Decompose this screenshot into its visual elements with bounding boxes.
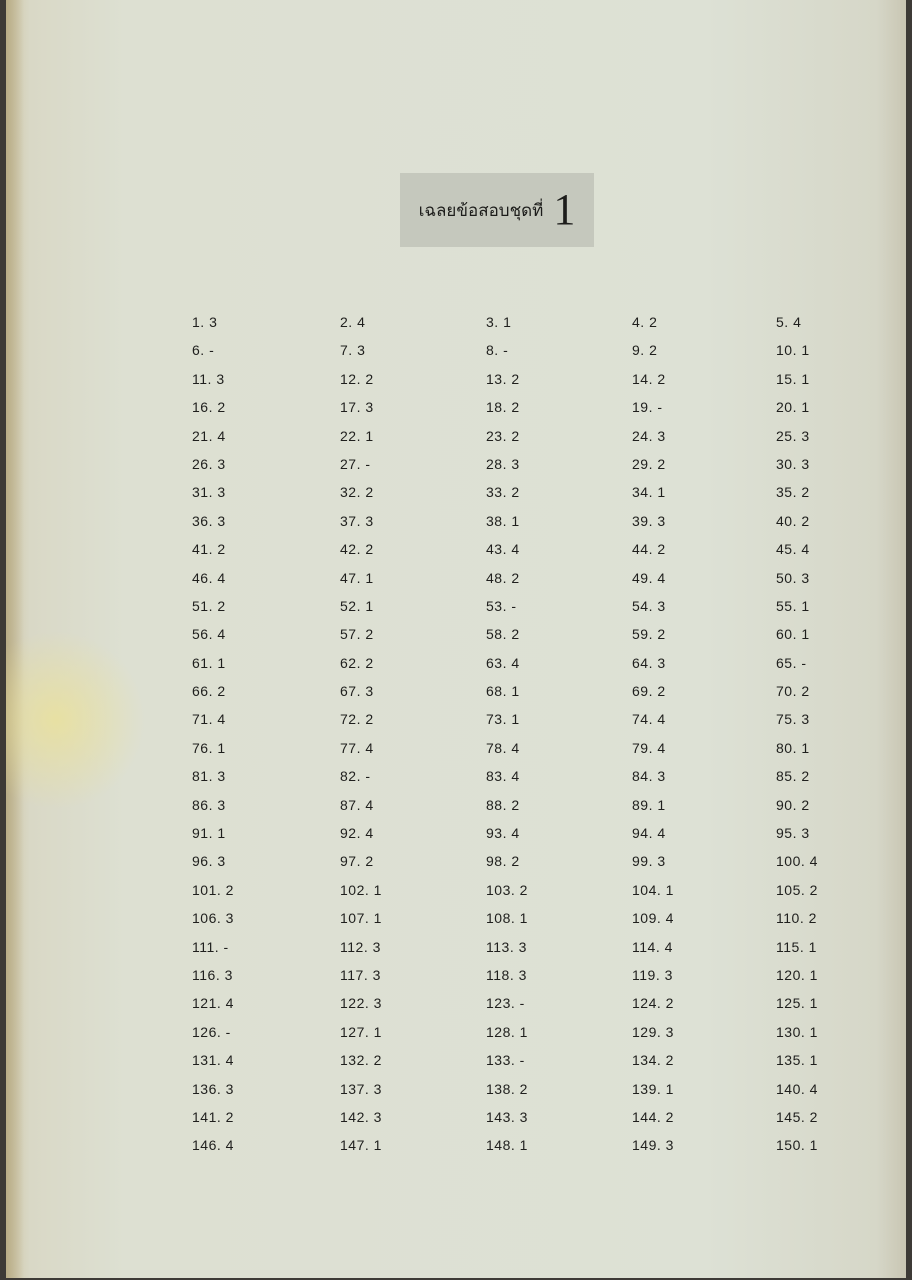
answer-item: 133. - bbox=[486, 1052, 525, 1069]
answer-item: 48. 2 bbox=[486, 569, 520, 586]
answer-item: 58. 2 bbox=[486, 626, 520, 643]
answer-item: 124. 2 bbox=[632, 995, 674, 1012]
answer-item: 108. 1 bbox=[486, 910, 528, 927]
answer-item: 49. 4 bbox=[632, 569, 666, 586]
answer-item: 7. 3 bbox=[340, 342, 366, 359]
answer-item: 76. 1 bbox=[192, 739, 226, 756]
answer-item: 11. 3 bbox=[192, 370, 225, 387]
answer-item: 29. 2 bbox=[632, 455, 666, 472]
answer-item: 9. 2 bbox=[632, 342, 658, 359]
answer-item: 73. 1 bbox=[486, 711, 520, 728]
answer-item: 54. 3 bbox=[632, 597, 666, 614]
answer-item: 51. 2 bbox=[192, 597, 226, 614]
answer-item: 114. 4 bbox=[632, 938, 673, 955]
answer-grid bbox=[186, 314, 836, 1166]
answer-item: 24. 3 bbox=[632, 427, 666, 444]
answer-item: 50. 3 bbox=[776, 569, 810, 586]
answer-item: 135. 1 bbox=[776, 1052, 818, 1069]
answer-item: 144. 2 bbox=[632, 1108, 674, 1125]
answer-item: 89. 1 bbox=[632, 796, 666, 813]
answer-item: 131. 4 bbox=[192, 1052, 234, 1069]
answer-item: 61. 1 bbox=[192, 654, 226, 671]
answer-item: 35. 2 bbox=[776, 484, 810, 501]
answer-item: 98. 2 bbox=[486, 853, 520, 870]
answer-item: 45. 4 bbox=[776, 541, 810, 558]
answer-item: 75. 3 bbox=[776, 711, 810, 728]
answer-item: 112. 3 bbox=[340, 938, 381, 955]
answer-item: 127. 1 bbox=[340, 1023, 382, 1040]
answer-item: 117. 3 bbox=[340, 966, 381, 983]
answer-item: 110. 2 bbox=[776, 910, 817, 927]
answer-item: 140. 4 bbox=[776, 1080, 818, 1097]
answer-item: 79. 4 bbox=[632, 739, 666, 756]
answer-item: 92. 4 bbox=[340, 825, 374, 842]
answer-item: 13. 2 bbox=[486, 370, 520, 387]
answer-item: 118. 3 bbox=[486, 966, 527, 983]
answer-key-page bbox=[6, 0, 906, 1278]
answer-item: 4. 2 bbox=[632, 314, 658, 330]
answer-item: 59. 2 bbox=[632, 626, 666, 643]
answer-item: 60. 1 bbox=[776, 626, 810, 643]
answer-item: 125. 1 bbox=[776, 995, 818, 1012]
answer-item: 6. - bbox=[192, 342, 215, 359]
answer-item: 10. 1 bbox=[776, 342, 810, 359]
answer-item: 40. 2 bbox=[776, 512, 810, 529]
answer-item: 52. 1 bbox=[340, 597, 374, 614]
answer-item: 132. 2 bbox=[340, 1052, 382, 1069]
answer-item: 19. - bbox=[632, 399, 663, 416]
answer-item: 74. 4 bbox=[632, 711, 666, 728]
answer-item: 93. 4 bbox=[486, 825, 520, 842]
answer-item: 20. 1 bbox=[776, 399, 810, 416]
answer-item: 90. 2 bbox=[776, 796, 810, 813]
answer-item: 149. 3 bbox=[632, 1137, 674, 1154]
answer-item: 12. 2 bbox=[340, 370, 374, 387]
answer-item: 46. 4 bbox=[192, 569, 226, 586]
answer-item: 69. 2 bbox=[632, 683, 666, 700]
answer-item: 3. 1 bbox=[486, 314, 512, 330]
answer-item: 25. 3 bbox=[776, 427, 810, 444]
answer-item: 116. 3 bbox=[192, 966, 233, 983]
answer-item: 56. 4 bbox=[192, 626, 226, 643]
answer-item: 44. 2 bbox=[632, 541, 666, 558]
answer-item: 68. 1 bbox=[486, 683, 520, 700]
answer-item: 34. 1 bbox=[632, 484, 666, 501]
answer-item: 64. 3 bbox=[632, 654, 666, 671]
answer-item: 105. 2 bbox=[776, 881, 818, 898]
answer-item: 62. 2 bbox=[340, 654, 374, 671]
answer-item: 30. 3 bbox=[776, 455, 810, 472]
answer-item: 150. 1 bbox=[776, 1137, 818, 1154]
answer-item: 104. 1 bbox=[632, 881, 674, 898]
answer-item: 1. 3 bbox=[192, 314, 218, 330]
answer-item: 18. 2 bbox=[486, 399, 520, 416]
answer-item: 119. 3 bbox=[632, 966, 673, 983]
answer-item: 57. 2 bbox=[340, 626, 374, 643]
answer-item: 67. 3 bbox=[340, 683, 374, 700]
answer-item: 139. 1 bbox=[632, 1080, 674, 1097]
answer-item: 81. 3 bbox=[192, 768, 226, 785]
answer-item: 63. 4 bbox=[486, 654, 520, 671]
answer-item: 103. 2 bbox=[486, 881, 528, 898]
answer-item: 37. 3 bbox=[340, 512, 374, 529]
answer-item: 123. - bbox=[486, 995, 525, 1012]
answer-item: 122. 3 bbox=[340, 995, 382, 1012]
answer-item: 137. 3 bbox=[340, 1080, 382, 1097]
answer-item: 53. - bbox=[486, 597, 517, 614]
answer-item: 136. 3 bbox=[192, 1080, 234, 1097]
answer-item: 97. 2 bbox=[340, 853, 374, 870]
answer-item: 77. 4 bbox=[340, 739, 374, 756]
answer-item: 23. 2 bbox=[486, 427, 520, 444]
answer-item: 39. 3 bbox=[632, 512, 666, 529]
answer-item: 27. - bbox=[340, 455, 371, 472]
answer-item: 55. 1 bbox=[776, 597, 810, 614]
answer-item: 148. 1 bbox=[486, 1137, 528, 1154]
answer-item: 86. 3 bbox=[192, 796, 226, 813]
answer-item: 107. 1 bbox=[340, 910, 382, 927]
answer-item: 15. 1 bbox=[776, 370, 810, 387]
answer-item: 5. 4 bbox=[776, 314, 802, 330]
answer-item: 65. - bbox=[776, 654, 807, 671]
answer-item: 113. 3 bbox=[486, 938, 527, 955]
answer-item: 95. 3 bbox=[776, 825, 810, 842]
answer-item: 129. 3 bbox=[632, 1023, 674, 1040]
answer-item: 84. 3 bbox=[632, 768, 666, 785]
answer-item: 36. 3 bbox=[192, 512, 226, 529]
answer-item: 14. 2 bbox=[632, 370, 666, 387]
answer-item: 130. 1 bbox=[776, 1023, 818, 1040]
answer-item: 22. 1 bbox=[340, 427, 374, 444]
answer-item: 99. 3 bbox=[632, 853, 666, 870]
answer-item: 43. 4 bbox=[486, 541, 520, 558]
answer-item: 87. 4 bbox=[340, 796, 374, 813]
answer-item: 128. 1 bbox=[486, 1023, 528, 1040]
answer-item: 47. 1 bbox=[340, 569, 374, 586]
answer-item: 96. 3 bbox=[192, 853, 226, 870]
answer-item: 102. 1 bbox=[340, 881, 382, 898]
answer-item: 2. 4 bbox=[340, 314, 366, 330]
answer-item: 70. 2 bbox=[776, 683, 810, 700]
answer-item: 145. 2 bbox=[776, 1108, 818, 1125]
answer-item: 85. 2 bbox=[776, 768, 810, 785]
answer-item: 146. 4 bbox=[192, 1137, 234, 1154]
answer-item: 101. 2 bbox=[192, 881, 234, 898]
answer-item: 16. 2 bbox=[192, 399, 226, 416]
answer-item: 121. 4 bbox=[192, 995, 234, 1012]
answer-item: 17. 3 bbox=[340, 399, 374, 416]
answer-item: 142. 3 bbox=[340, 1108, 382, 1125]
answer-item: 120. 1 bbox=[776, 966, 818, 983]
answer-item: 94. 4 bbox=[632, 825, 666, 842]
answer-item: 111. - bbox=[192, 938, 229, 955]
answer-item: 141. 2 bbox=[192, 1108, 234, 1125]
answer-item: 32. 2 bbox=[340, 484, 374, 501]
answer-item: 83. 4 bbox=[486, 768, 520, 785]
answer-item: 38. 1 bbox=[486, 512, 520, 529]
answer-item: 134. 2 bbox=[632, 1052, 674, 1069]
answer-item: 66. 2 bbox=[192, 683, 226, 700]
answer-item: 143. 3 bbox=[486, 1108, 528, 1125]
answer-item: 126. - bbox=[192, 1023, 231, 1040]
answer-item: 78. 4 bbox=[486, 739, 520, 756]
exam-set-number: 1 bbox=[553, 185, 576, 234]
answer-item: 88. 2 bbox=[486, 796, 520, 813]
answer-item: 115. 1 bbox=[776, 938, 817, 955]
answer-item: 100. 4 bbox=[776, 853, 818, 870]
paper-stain bbox=[6, 630, 146, 810]
answer-item: 71. 4 bbox=[192, 711, 226, 728]
page-title: เฉลยข้อสอบชุดที่ bbox=[418, 200, 544, 221]
answer-item: 109. 4 bbox=[632, 910, 674, 927]
answer-item: 72. 2 bbox=[340, 711, 374, 728]
answer-item: 33. 2 bbox=[486, 484, 520, 501]
answer-item: 106. 3 bbox=[192, 910, 234, 927]
answer-item: 138. 2 bbox=[486, 1080, 528, 1097]
answer-item: 8. - bbox=[486, 342, 509, 359]
title-box bbox=[400, 173, 594, 247]
answer-item: 91. 1 bbox=[192, 825, 226, 842]
answer-item: 82. - bbox=[340, 768, 371, 785]
answer-item: 31. 3 bbox=[192, 484, 226, 501]
answer-item: 80. 1 bbox=[776, 739, 810, 756]
answer-item: 28. 3 bbox=[486, 455, 520, 472]
answer-item: 26. 3 bbox=[192, 455, 226, 472]
answer-item: 147. 1 bbox=[340, 1137, 382, 1154]
answer-item: 41. 2 bbox=[192, 541, 226, 558]
answer-item: 42. 2 bbox=[340, 541, 374, 558]
answer-item: 21. 4 bbox=[192, 427, 226, 444]
